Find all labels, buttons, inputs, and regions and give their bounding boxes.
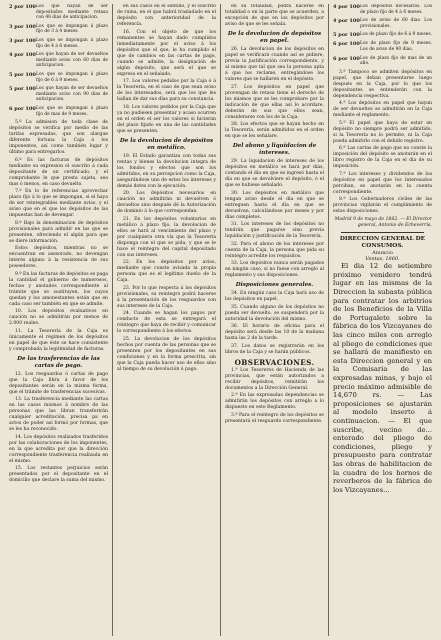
article-paragraph: 34. En ningún caso la Caja hará uso de los depósitos en papel. — [225, 291, 324, 302]
article-paragraph: 10. Los depósitos evaluativos en caución no se admitirán por menos de 2.000 reales. — [9, 309, 108, 327]
article-paragraph: 13. La trasferencia mediante las cartas en las casos mismos á nombre de las personas que las libran transferirán cualquier acreditación, precisa pa en actos de poder así formó por formas, que se les ha reconocido. — [9, 397, 108, 433]
column-1 — [5, 4, 113, 636]
tariff-amount: 4 por 100 — [9, 52, 36, 59]
tariff-row — [333, 41, 432, 52]
article-paragraph: 29. La liquidacion de intereses de los depósitos en metálico se hará por días, contando el día en que se ingresó hasta el día en que se devolviere el depósito, ó el que se hubiese señalado. — [225, 159, 324, 188]
tariff-amount: 3 por 100 — [9, 37, 36, 44]
tariff-text: Los de plazo fijo de 6 á 9 meses. — [360, 32, 432, 38]
tariff-text: Los que se impongan á plazo fijo de 6 á 9 meses. — [36, 71, 108, 83]
article-paragraph: en su totalidad, podrá hacerse en totalidad o en la parte que se acuerden, a excepción de que en los depósitos por aviso de que se les señala. — [225, 4, 324, 27]
article-paragraph: 27. Los depósitos en papel que provengan de retasa tiene el derecho de los mismos que se les comprobare por la indicación de que ellas así lo acordare, deberán de sus que ellos sean, considerarse con los de la Caja. — [225, 84, 324, 120]
tariff-amount: 4 por 100 — [333, 4, 360, 10]
article-paragraph: 4.ª Los depósitos en papel que hayan de ser devueltos se admitirán en la Caja mediante el reglamento. — [333, 101, 432, 119]
tariff-row — [333, 4, 432, 15]
section-heading: De la devolucion de depósitos en metálico. — [119, 137, 214, 151]
tariff-text: Los de aviso de 60 dias. Los provisionales. — [360, 18, 432, 29]
office-note: Ventas, 1860. — [365, 256, 400, 263]
tariff-text: Los que hayan de ser devueltos mediante aviso con 60 dias de anticipacion. — [36, 52, 108, 69]
article-paragraph: 6.ª Las cartas de pago que no conste la imposición del depósito se anotarán en el libro registro de la Caja en el día de su imposición. — [333, 146, 432, 170]
tariff-row — [9, 38, 108, 49]
article-paragraph: 17. Los valores pedidos por la Caja ó á la Tesorería, en el caso de que sean aviso de los interesados, será que los que les hallan de dar sus días para su constancia. — [117, 79, 216, 102]
office-subtitle: Anuncio — [372, 250, 393, 257]
tariff-list — [9, 4, 108, 117]
article-paragraph: 28. Los efectos que se hayan hecho en la Tesorería, serán admitidos en el orden en que se les señalare. — [225, 122, 324, 139]
tariff-row — [333, 18, 432, 29]
article-paragraph: 21. En los depósitos voluntarios en metálico á plazo fijo, la devolucion de ellos se hará al vencimiento del plazo y por cualquiera otra vía que la Tesorería disponga con el que se pida, y que se le hace el reintegro del capital depositado con sus intereses. — [117, 216, 216, 258]
article-paragraph: 37. Los datos se registrarán en los libros de la Caja y se harán públicos. — [225, 343, 324, 355]
signature-line: Madrid 9 de mayo de 1862. — El Director general, Antonio de Echeverría. — [334, 217, 432, 229]
tariff-text: Los depósitos necesarios. Los de plazo fijo de 4 á 6 meses. — [360, 4, 432, 15]
tariff-amount: 5 por 100 — [9, 71, 36, 78]
article-paragraph: 24. Cuando se hagan los pagos por conducto de esta se entregará el reintegro que haya de recibir y comunicar lo correspondiente á los efectos. — [117, 311, 216, 334]
tariff-text: Los que hayan de ser depositados mediante retasa con 48 dias de anticipacion. — [36, 4, 108, 21]
tariff-amount: 6 por 100 — [333, 55, 360, 62]
article-paragraph: 35. Cuando alguno de los depósitos no pueda ser devuelto, se suspenderá por la autoridad la devolución del mismo. — [225, 304, 324, 322]
article-paragraph: 12. Los resguardos ó cartas de pago que la Caja libra á favor de los depositantes serán en la misma forma, que el trámite de trasferencias sucesivas. — [9, 371, 108, 395]
tariff-amount: 3 por 100 — [9, 23, 36, 30]
tariff-text: Los que se impongan á plazo fijo de 3 á 4 meses. — [36, 23, 108, 35]
article-paragraph: 33. Los depósitos nunca serán pagados en ningún caso, si no fuese con arreglo al reglamento y sus disposiciones. — [225, 261, 324, 278]
article-paragraph: 3.ª Para el reintegro de los depósitos se presentará el resguardo correspondiente. — [225, 412, 324, 424]
article-paragraph: 14. Los depósitos realizados trasferidos por las colaboraciones de los imponentes, en la que acredita por que la dirección correspondiente trasferencia realizada en el mismo. — [9, 434, 108, 464]
column-4 — [329, 4, 436, 636]
section-heading: De la devolucion de depósitos en papel. — [227, 31, 322, 44]
section-heading: Del abono y liquidacion de intereses. — [232, 143, 317, 156]
tariff-list — [333, 4, 432, 67]
tariff-amount: 5 por 100 — [9, 86, 36, 93]
column-3 — [221, 4, 329, 636]
tariff-text: Los de plazo fijo de mas de un año. — [360, 55, 432, 67]
tariff-row — [333, 32, 432, 38]
article-paragraph: 3.ª Tampoco se admiten depósitos en papel, que deban presentarse luego después en la Caja, por lo que los depositantes se entenderán con la dependencia respectiva. — [333, 69, 432, 99]
office-title: DIRECCION GENERAL DE CONSUMOS. — [339, 236, 426, 250]
article-paragraph: 8.º Bajo la denominacion de depósitos provisionales para admitir en las que se presenten, ofreciendo el algún para que se diere información. — [9, 220, 108, 244]
article-paragraph: 19. El Estado garantiza con todas sus rentas y bienes la devolucion integra de los fondos y efectos que son los admitidos, en su percepcion como la Caja, asegurándose uno de estos los intereses y demás dotes con la ejecución. — [117, 153, 216, 189]
article-paragraph: 1.ª Los Tesoreros de Hacienda de las provincias, que están autorizados a recibir depósitos, remitirán los documentos a la Dirección General. — [225, 367, 324, 391]
article-paragraph: 30. Los depósitos en metálico que tengan aviso desde el día en que se entreguen hasta el día en que se devuelvan, calculándose por meses y por días completos. — [225, 190, 324, 220]
article-paragraph: 20. Los depósitos necesarios en caución no admitirán ni devuelven ó devueltos sino después dé la Autorización de dominio á lo que correspondan. — [117, 191, 216, 214]
tariff-row — [9, 24, 108, 35]
article-paragraph: 36. El horario de oficina para el depósito será desde las 10 de la mañana hasta las 2 de la tarde. — [225, 324, 324, 341]
article-paragraph: 6.º Es las facturas de depósitos mediante su expresion el suscrito á cada depositante de un certificado, y el comprobante le que presta sujeta, sea mas ó menos, en caso devuelto. — [9, 157, 108, 187]
tariff-row — [333, 56, 432, 67]
article-paragraph: 25. La devolucion de los depósitos hechos por cuenta de las personas que se presenten por los depositantes en sus condiciones y en la forma prescrita, sin que la Caja pueda hacer uso de ellos sino al tiempo de su devolución ó pago. — [117, 336, 216, 372]
article-paragraph: 9.º En las facturas de depósitos se paga la cantidad el gobierno de numerosos, fechas y anotados correspondiente al trámite que se sustituyen, los cuyos quedan y los amonestantes están que en cada caso ser también en que se admite. — [9, 271, 109, 307]
article-paragraph: 22. En los depósitos por aviso, mediante que conste avisada la propia persona que es el legítimo dueño de la Caja. — [117, 260, 216, 283]
article-paragraph: 7.º En lo de referencias aprovechar plazo fijo á lo que se impongan, si el haya de ser reintegrables mediante aviso, y el aviso que en el que los depósitos de las impuestas han de devengar. — [9, 189, 108, 219]
tariff-amount: 6 por 100 — [9, 105, 36, 112]
tariff-text: Los que se impongan á plazo fijo de 4 á 6 meses. — [36, 37, 108, 49]
article-paragraph: 7.ª Los intereses y dividendos de los depósitos en papel que los interesados perciban, se anotarán en la cuenta correspondiente. — [333, 171, 432, 195]
article-paragraph: 31. Los intereses de los depósitos no tendrán que pagarse sino previa liquidación y justificación de la Tesorería. — [225, 222, 324, 239]
tariff-amount: 6 por 100 — [333, 41, 360, 48]
tariff-text: Los de plazo fijo de 9 meses. Los de aviso de 90 dias. — [360, 41, 432, 52]
section-heading: OBSERVACIONES. — [234, 357, 315, 367]
tariff-row — [9, 86, 108, 103]
column-2 — [113, 4, 221, 636]
article-paragraph: 23. Por lo que respecta á los depósitos provisionales, su reintegro podrá hacerse á la presentación de los resguardos con sus intereses de la Caja. — [117, 285, 216, 309]
article-paragraph: 8.ª Los Gobernadores civiles de las provincias vigilarán el cumplimiento de estas disposiciones. — [333, 197, 432, 215]
article-paragraph: 26. La devolucion de los depósitos en papel se verificará cuando así se pidiere, previa la justificación correspondiente, y al mismo que tal que sea la persona apta á que los reclame, entregándose los valores que se hallaren en el depósito. — [225, 47, 324, 82]
article-paragraph: 15. Los restantes perjuicios serán presentados por el depositante en el domicilio que declare la suma del mismo. — [9, 466, 108, 484]
tariff-row — [9, 4, 108, 21]
tariff-amount: 2 por 100 — [9, 4, 36, 10]
section-heading: Disposiciones generales. — [235, 282, 314, 288]
office-heading — [333, 236, 432, 262]
divider — [341, 232, 424, 233]
article-paragraph: 32. Para el abono de los intereses por cuenta de la Caja, la persona que pida su reintegro acredite los requisitos. — [225, 241, 324, 259]
article-paragraph: 16. Con el objeto de que los remanentes se hayan dado cumplidos inmediatamente por el aviso á los depósitos que el que, le ha cumplido el que de cambios en las cartas de pago, cuando se admite, la designación de algún depósito, que será el que se expresa en el señalado. — [117, 29, 216, 77]
tariff-text: Los que se impongan á plazo fijo de mas de 9 meses. — [36, 105, 108, 117]
announcement-paragraph: El dia 12 de setiembre próximo venidero tendrá lugar en las mismas de la Direccion la subasta pública para contratar los arbitrios de los Beneficios de la Villa de Portugalete sobre la fábrica de los Vizcayanes de las cinco miles con arreglo al pliego de condiciones que se hallará de manifiesto en esta Direccion general y en la Comisaria de las expresadas minas, y bajo el precio máximo admisible de 14,670 rs. — Las proposiciones se ajustarán al modelo inserto á continuacion. — El que suscribe, vecino de... enterado del pliego de condiciones, pliego y presupuesto para contratar las obras de habilitacion de la cuadra de los hornos de reverberos de la fábrica de los Vizcayanes... — [333, 262, 432, 494]
article-paragraph: 5.º La admision de toda clase de depósitos se verifica por medio de las tarifas espresadas, que son alargue diferente fortuna la Caja á los imponentes, así como también lugar y último para entregarlos. — [9, 120, 108, 156]
section-heading: De las trasferencias de las cartas de pago. — [17, 355, 100, 369]
article-paragraph: 11. La Tesorería de la Caja es únicamente el régimen de los depósitos en papel de que éste se hace consistente y comprobada la legitimidad de facturas. — [9, 328, 108, 352]
announcement-text — [333, 262, 432, 494]
tariff-row — [9, 106, 108, 117]
article-paragraph: 5.ª El papel que haya de estar en depósito no siempre podrá ser admitido, si la Tesorería no lo permite, ni la Caja pueda admitirlo con el debido registro. — [333, 120, 432, 144]
tariff-amount: 5 por 100 — [333, 32, 360, 39]
article-paragraph: Estos depósitos, mientras no se encuentran en asesorado, no devengan interés alguno á la resistencia de sus poseedores. — [9, 246, 108, 270]
tariff-row — [9, 72, 108, 83]
tariff-row — [9, 52, 108, 69]
tariff-text: Los que hayan de ser devueltos mediante aviso con 90 dias de anticipacion. — [36, 86, 108, 103]
article-paragraph: en sus casos en el sentido, y el suscrito de ruina, en el que habrá trasladado en el depósito con anterioridad de la referencia. — [117, 4, 216, 27]
tariff-amount: 4 por 100 — [333, 18, 360, 25]
article-paragraph: 18. Los valores pedidos por la Caja que ya no pudiesen presentar y acaso ocurren en el orden el ser los valores si hicieran del plazo fijado en una de las cantidades que se presenten. — [117, 104, 216, 134]
article-paragraph: 2.ª En las expresadas dependencias se admitirán los depósitos con arreglo a lo dispuesto en este Reglamento. — [225, 393, 324, 410]
